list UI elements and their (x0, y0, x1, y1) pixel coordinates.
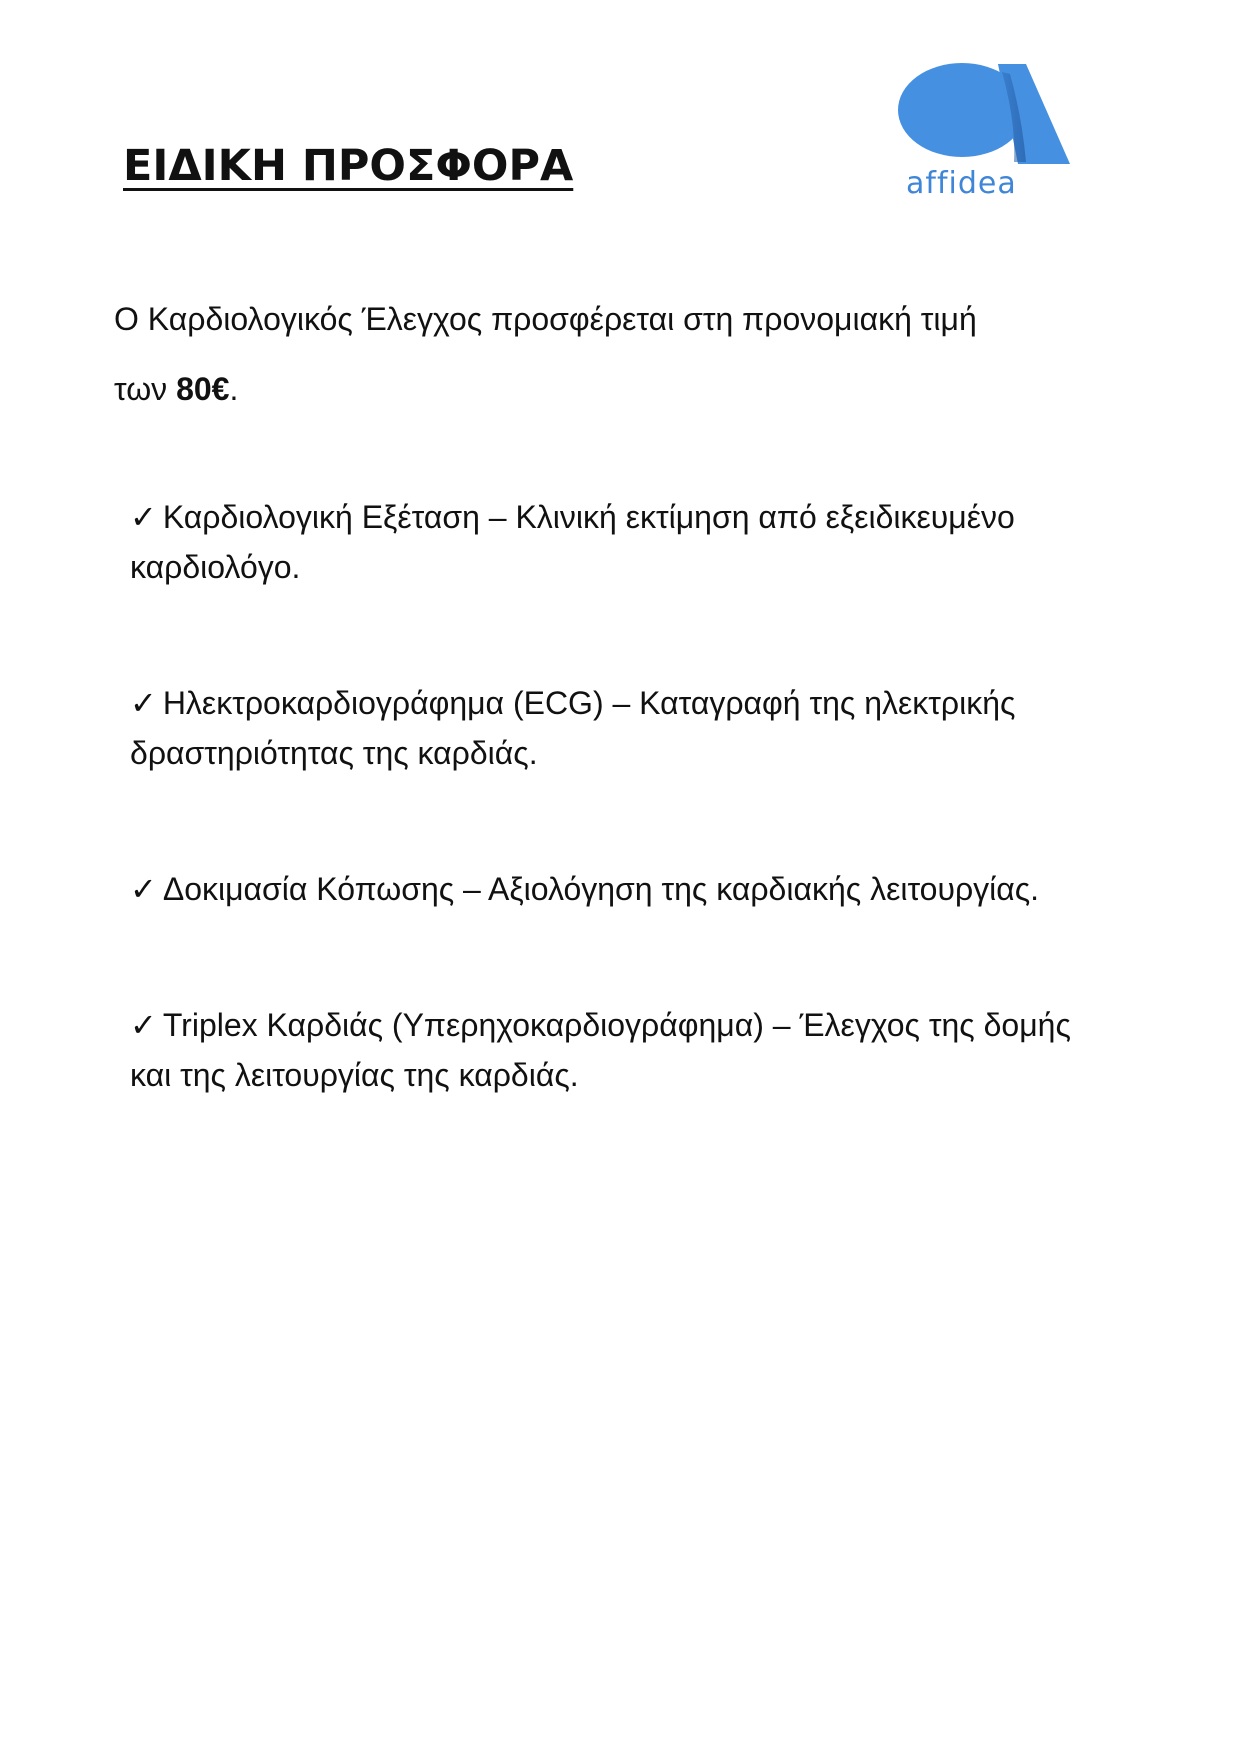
checkmark-icon: ✓ (130, 684, 157, 722)
service-item-text: Καρδιολογική Εξέταση – Κλινική εκτίμηση από εξειδικευμένο (162, 499, 1015, 535)
affidea-logo (890, 62, 1070, 207)
service-item-ecg (130, 678, 1140, 778)
service-item-cardiology-exam (130, 492, 1140, 592)
checkmark-icon: ✓ (130, 498, 157, 536)
affidea-logo-mark-icon (890, 62, 1070, 172)
service-item-stress-test (130, 864, 1140, 914)
intro-suffix: . (229, 371, 239, 407)
intro-prefix: των (114, 371, 177, 407)
service-item-line (130, 492, 1140, 542)
service-item-line (130, 678, 1140, 728)
service-item-continuation: και της λειτουργίας της καρδιάς. (130, 1057, 579, 1093)
service-item-text: Δοκιμασία Κόπωσης – Αξιολόγηση της καρδιακής λειτουργίας. (162, 871, 1040, 907)
service-item-text: Ηλεκτροκαρδιογράφημα (ECG) – Καταγραφή της ηλεκτρικής (162, 685, 1016, 721)
page-title: ΕΙΔΙΚΗ ΠΡΟΣΦΟΡΑ (123, 141, 574, 191)
checkmark-icon: ✓ (130, 870, 157, 908)
intro-line-2 (114, 354, 1114, 424)
intro-paragraph (114, 284, 1114, 424)
affidea-logo-text: affidea (906, 166, 1017, 201)
service-item-line (130, 864, 1140, 914)
service-item-continuation: καρδιολόγο. (130, 549, 301, 585)
service-item-line (130, 1000, 1140, 1050)
service-item-text: Triplex Καρδιάς (Υπερηχοκαρδιογράφημα) – Έλεγχος της δομής (162, 1007, 1071, 1043)
service-item-continuation: δραστηριότητας της καρδιάς. (130, 735, 538, 771)
service-item-triplex (130, 1000, 1140, 1100)
intro-line-1: Ο Καρδιολογικός Έλεγχος προσφέρεται στη προνομιακή τιμή (114, 301, 977, 337)
price-value: 80€ (176, 371, 230, 407)
checkmark-icon: ✓ (130, 1006, 157, 1044)
